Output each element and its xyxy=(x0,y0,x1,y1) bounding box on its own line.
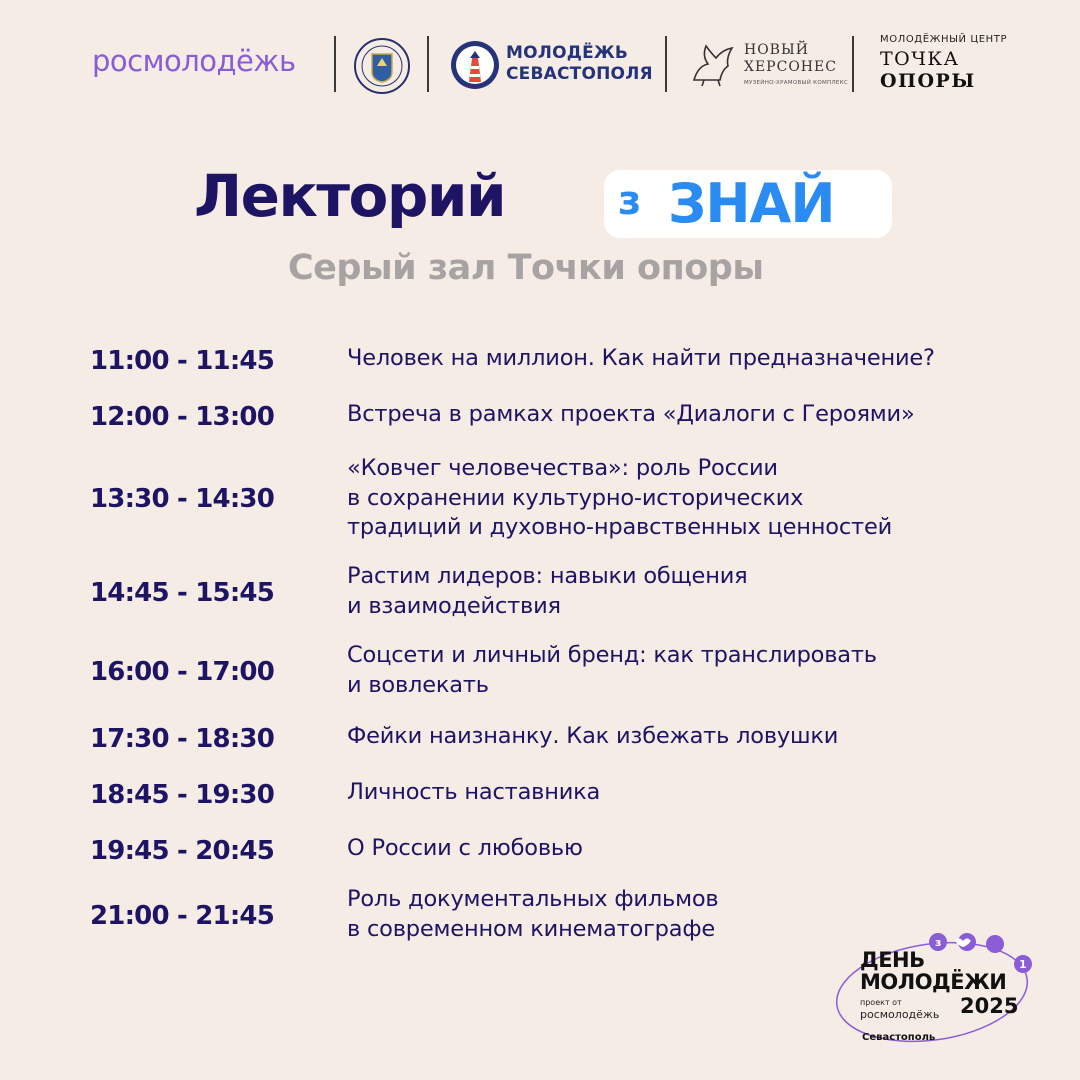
topic-line: традиций и духовно-нравственных ценностей xyxy=(347,514,893,540)
znai-badge xyxy=(604,170,892,238)
logo-divider xyxy=(427,36,429,92)
novy-hersones-logo xyxy=(744,42,837,76)
partner-logos xyxy=(0,0,1080,130)
topic-line: в сохранении культурно-исторических xyxy=(347,484,804,511)
molodezh-sevastopolya-logo xyxy=(506,43,653,85)
venue-subtitle: Серый зал Точки опоры xyxy=(288,248,764,288)
youth-day-city: Севастополь xyxy=(862,1032,936,1043)
schedule-topic xyxy=(347,562,747,621)
schedule-time: 18:45 - 19:30 xyxy=(90,780,275,810)
schedule-time: 21:00 - 21:45 xyxy=(90,901,275,931)
znai-mark-icon: з xyxy=(618,178,642,224)
page-title: Лекторий xyxy=(194,162,506,230)
tochka-opory-caption: МОЛОДЁЖНЫЙ ЦЕНТР xyxy=(880,34,1008,45)
logo-divider xyxy=(334,36,336,92)
logo-divider xyxy=(665,36,667,92)
youth-day-year: 2025 xyxy=(960,994,1019,1018)
rosmolodezh-logo: росмолодёжь xyxy=(92,44,296,78)
schedule-topic xyxy=(347,400,915,430)
topic-line: Личность наставника xyxy=(347,779,601,805)
schedule-topic xyxy=(347,344,935,374)
youth-day-title-line: ДЕНЬ xyxy=(860,948,925,972)
logo-text-line: ХЕРСОНЕС xyxy=(744,59,837,75)
topic-line: Встреча в рамках проекта «Диалоги с Героями» xyxy=(347,401,915,427)
youth-department-emblem-icon xyxy=(352,36,412,96)
logo-text-line: МОЛОДЁЖЬ xyxy=(506,43,629,63)
topic-line: Роль документальных фильмов xyxy=(347,886,719,912)
topic-line: в современном кинематографе xyxy=(347,915,716,942)
schedule-topic xyxy=(347,641,877,700)
schedule-time: 11:00 - 11:45 xyxy=(90,346,275,376)
topic-line: Растим лидеров: навыки общения xyxy=(347,563,748,589)
svg-text:1: 1 xyxy=(1019,958,1027,971)
topic-line: Человек на миллион. Как найти предназначение? xyxy=(347,345,935,371)
topic-line: «Ковчег человечества»: роль России xyxy=(347,455,778,481)
griffin-icon xyxy=(688,40,738,88)
schedule-time: 16:00 - 17:00 xyxy=(90,657,275,687)
schedule-topic xyxy=(347,778,600,808)
schedule-time: 14:45 - 15:45 xyxy=(90,578,275,608)
znai-badge-text: ЗНАЙ xyxy=(668,172,835,235)
schedule-time: 13:30 - 14:30 xyxy=(90,484,275,514)
topic-line: Фейки наизнанку. Как избежать ловушки xyxy=(347,723,839,749)
novy-hersones-subtitle: МУЗЕЙНО-ХРАМОВЫЙ КОМПЛЕКС xyxy=(744,80,849,86)
topic-line: и вовлекать xyxy=(347,671,489,698)
schedule-topic xyxy=(347,722,838,752)
youth-day-title-line: МОЛОДЁЖИ xyxy=(860,970,1007,994)
schedule-time: 12:00 - 13:00 xyxy=(90,402,275,432)
youth-day-rosmolodezh: росмолодёжь xyxy=(860,1008,940,1021)
logo-divider xyxy=(852,36,854,92)
schedule-topic xyxy=(347,885,718,944)
svg-text:з: з xyxy=(935,936,942,949)
topic-line: О России с любовью xyxy=(347,835,583,861)
schedule-topic xyxy=(347,454,892,543)
schedule-topic xyxy=(347,834,583,864)
topic-line: и взаимодействия xyxy=(347,592,561,619)
schedule-time: 17:30 - 18:30 xyxy=(90,724,275,754)
logo-text-line: СЕВАСТОПОЛЯ xyxy=(506,64,653,84)
logo-text-line: НОВЫЙ xyxy=(744,42,809,58)
topic-line: Соцсети и личный бренд: как транслировать xyxy=(347,642,877,668)
tochka-opory-logo-line: ТОЧКА xyxy=(880,48,960,70)
lighthouse-icon xyxy=(448,38,502,92)
tochka-opory-logo-line: ОПОРЫ xyxy=(880,70,976,92)
youth-day-logo xyxy=(832,930,1042,1050)
youth-day-project-of: проект от xyxy=(860,998,902,1007)
schedule-time: 19:45 - 20:45 xyxy=(90,836,275,866)
